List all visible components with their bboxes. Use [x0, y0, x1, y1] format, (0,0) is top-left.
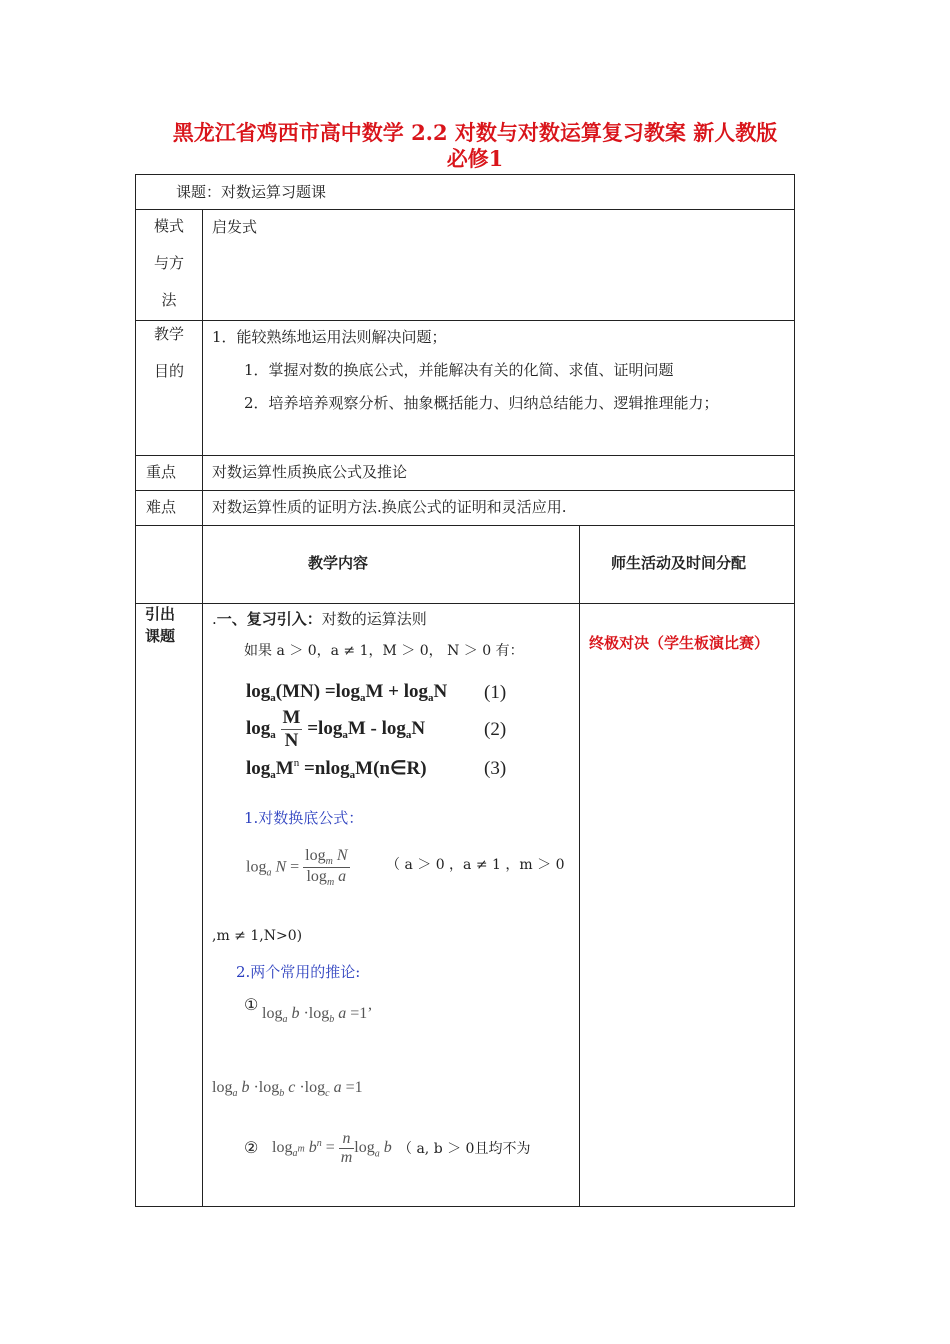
goal-item-3: 2．培养培养观察分析、抽象概括能力、归纳总结能力、逻辑推理能力； — [244, 394, 719, 412]
document-title — [130, 120, 820, 172]
difficulty-label: 难点 — [146, 498, 177, 516]
mode-value: 启发式 — [212, 218, 258, 236]
section-label: 引出 课题 — [145, 605, 176, 645]
change-base-condition-cont: ,m ≠ 1,N>0) — [212, 928, 303, 944]
difficulty-value: 对数运算性质的证明方法.换底公式的证明和灵活应用. — [212, 498, 567, 516]
corollary-2-condition: （ a, b ＞ 0且均不为 — [398, 1141, 531, 1157]
change-base-formula: $\log_a N$ = $\frac{\log_m N}{\log_m a}$ — [246, 847, 348, 889]
goal-item-2: 1．掌握对数的换底公式，并能解决有关的化简、求值、证明问题 — [244, 361, 674, 379]
topic-text: 课题：对数运算习题课 — [176, 183, 327, 201]
title-line-2: 必修1 — [446, 146, 504, 171]
goal-label: 教学 目的 — [153, 325, 184, 380]
formula-power-rule: $\log_aM^n$ =nlog$_a$M(n∈R) — [246, 757, 427, 781]
corollary-1-mark: ① — [244, 995, 259, 1014]
lesson-table — [135, 174, 795, 1207]
review-heading: .一、复习引入：对数的运算法则 — [212, 610, 427, 628]
goal-item-1: 1．能较熟练地运用法则解决问题； — [212, 328, 447, 346]
change-base-title: 1.对数换底公式： — [244, 809, 364, 827]
key-value: 对数运算性质换底公式及推论 — [212, 463, 408, 481]
title-line-1: 黑龙江省鸡西市高中数学 2.2 对数与对数运算复习教案 新人教版 — [172, 120, 778, 145]
rule-condition: 如果 a ＞ 0，a ≠ 1，M ＞ 0， N ＞ 0 有： — [244, 643, 524, 659]
change-base-condition: （ a ＞ 0 ，a ≠ 1 ，m ＞ 0 — [386, 857, 565, 873]
corollary-2-formula: $\log_{a^m} b^n$ = $\frac{n}{m}$ $\log_a b$ — [272, 1130, 392, 1166]
activity-header: 师生活动及时间分配 — [611, 554, 747, 572]
formula-product-rule: $\log_a(MN) =\log_aM + \log_aN$ — [246, 681, 448, 704]
activity-text: 终极对决（学生板演比赛） — [589, 634, 770, 652]
formula-number-3: (3) — [484, 758, 507, 779]
corollary-title: 2.两个常用的推论: — [236, 963, 361, 981]
mode-label: 模式 与方 法 — [153, 217, 184, 309]
formula-quotient-rule: $\log_a$ $\frac{M}{N}$ $=\log_aM - \log_aN$ — [246, 707, 426, 751]
corollary-1-formula: $\log_a b \cdot\log_b$ a =1’ — [262, 1005, 373, 1026]
formula-number-1: (1) — [484, 682, 507, 703]
corollary-1-extended-formula: $\log_a b \cdot\log_b$ $c \cdot\log_c$ a =1 — [212, 1079, 363, 1100]
key-label: 重点 — [146, 463, 177, 481]
formula-number-2: (2) — [484, 719, 507, 740]
content-header: 教学内容 — [308, 554, 369, 572]
corollary-2-mark: ② — [244, 1138, 259, 1157]
